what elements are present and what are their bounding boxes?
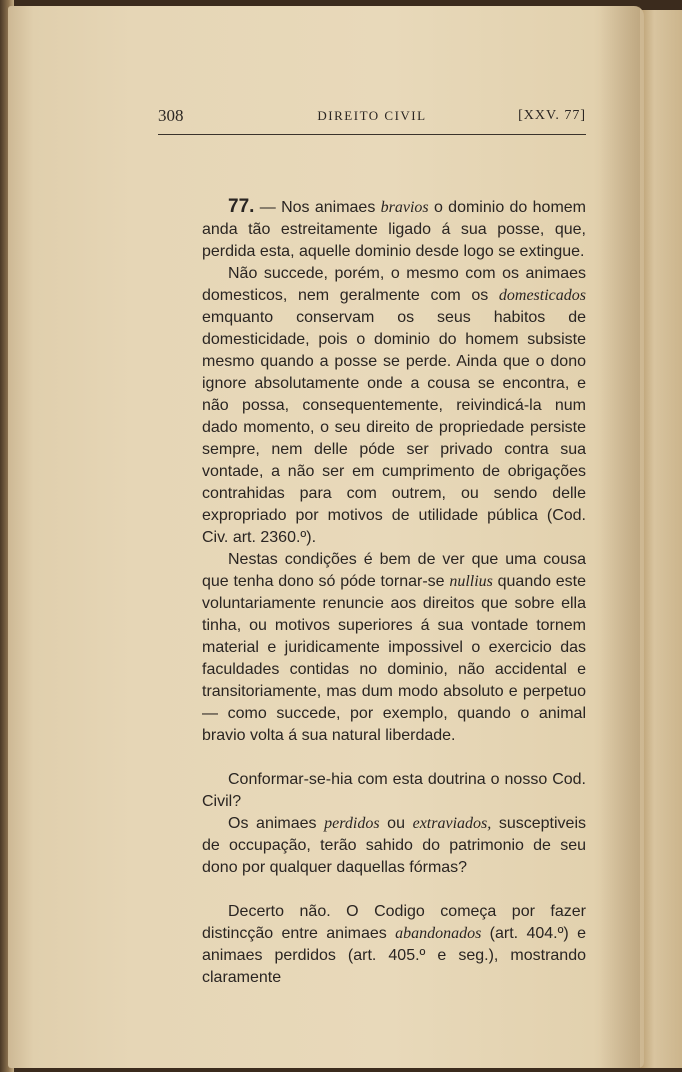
header-rule (158, 134, 586, 135)
text-run: emquanto conservam os seus habitos de domesticidade, pois o dominio do homem subsiste mesmo quando a posse se perde. Ainda que o dono ignore absolutamente onde a cousa se encontra, e não possa, consequentemente, reivindicá-la num dado momento, o seu direito de propriedade persiste sempre, nem delle póde ser privado contra sua vontade, a não ser em cumprimento de obrigações contrahidas para com outrem, ou sendo delle expropriado por motivos de utilidade pública (Cod. Civ. art. 2360.º). (202, 309, 586, 546)
section-number: 77. (228, 196, 255, 217)
text-run: Não succede, porém, o mesmo com os animaes domesticos, nem geralmente com os (202, 265, 586, 304)
text-run: o dominio do homem anda tão estreitamente ligado á sua posse, que, perdida esta, aquelle dominio desde logo se extingue. (202, 199, 586, 260)
text-run: (art. 404.º) e animaes perdidos (art. 405.º e seg.), mostrando claramente (202, 925, 586, 986)
section-reference: [XXV. 77] (518, 108, 586, 123)
paragraph (202, 263, 586, 549)
answer-paragraph (202, 901, 586, 989)
italic-term: perdidos (324, 815, 380, 832)
italic-term: domesticados (498, 287, 586, 304)
text-run: Os animaes (228, 815, 325, 832)
paragraph (202, 549, 586, 747)
text-run: Decerto não. O Codigo começa por fazer distincção entre animaes (202, 903, 586, 942)
body-text (202, 196, 586, 989)
paragraph-77 (202, 196, 586, 263)
text-run: quando este voluntariamente renuncie aos direitos que sobre ella tinha, ou motivos superiores á sua vontade tornem material e juridicamente impossivel o exercicio das faculdades contidas no dominio, não accidental e transitoriamente, mas dum modo absoluto e perpetuo — como succede, por exemplo, quando o animal bravio volta á sua natural liberdade. (202, 573, 586, 744)
paragraph (202, 813, 586, 879)
running-title: DIREITO CIVIL (317, 108, 427, 123)
italic-term: nullius (449, 573, 493, 590)
text-run: Conformar-se-hia com esta doutrina o nosso Cod. Civil? (202, 771, 586, 810)
text-run: ou (379, 815, 413, 832)
italic-term: extraviados, (412, 815, 492, 832)
italic-term: bravios (380, 199, 429, 216)
page-gutter-shadow (600, 6, 640, 1068)
running-head (158, 106, 586, 128)
text-run: Nos animaes (281, 199, 381, 216)
page-number: 308 (158, 106, 184, 125)
text-run: Nestas condições é bem de ver que uma cousa que tenha dono só póde tornar-se (202, 551, 586, 590)
question-paragraph (202, 769, 586, 813)
text-run: susceptiveis de occupação, terão sahido do patrimonio de seu dono por qualquer daquellas fórmas? (202, 815, 587, 876)
em-dash: — (254, 199, 282, 216)
italic-term: abandonados (395, 925, 482, 942)
